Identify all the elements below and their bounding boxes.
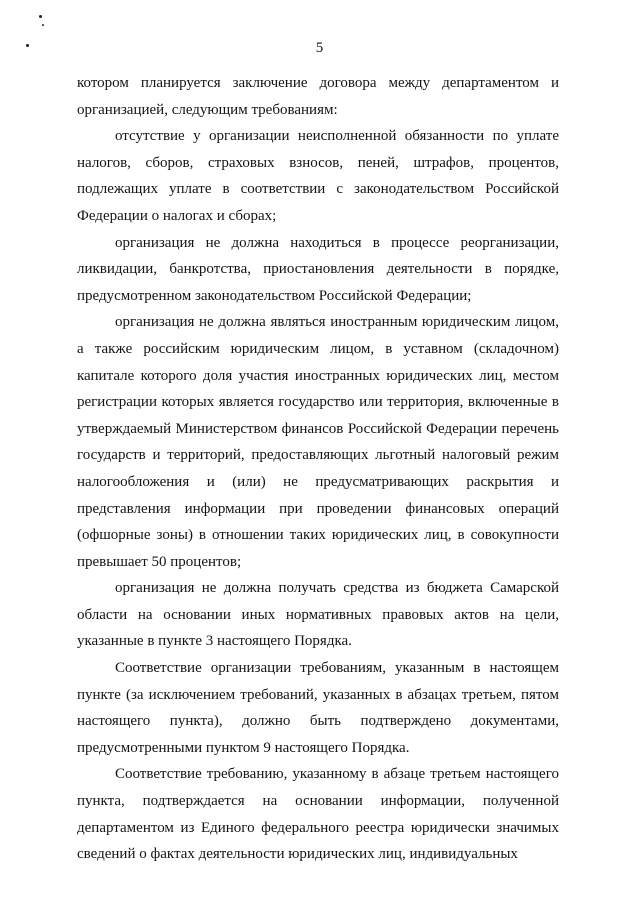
paragraph-budget-funds: организация не должна получать средства из бюджета Самарской области на основании иных нормативных правовых актов на цели, указанные в пункте 3 настоящего Порядка. xyxy=(77,580,559,650)
paragraph-compliance-documents: Соответствие организации требованиям, указанным в настоящем пункте (за исключением требований, указанных в абзацах третьем, пятом настоящего пункта), должно быть подтверждено документами, предусмотренными пунктом 9 настоящего Порядка. xyxy=(77,660,559,756)
paragraph-foreign-entity: организация не должна являться иностранным юридическим лицом, а также российским юридическим лицом, в уставном (складочном) капитале которого доля участия иностранных юридических лиц, местом регистрации которых является государство или территория, включенные в утверждаемый Министерством финансов Российской Федерации перечень государств и территорий, предоставляющих льготный налоговый режим налогообложения и (или) не предусматривающих раскрытия и представления информации при проведении финансовых операций (офшорные зоны) в отношении таких юридических лиц, в совокупности превышает 50 процентов; xyxy=(77,314,559,570)
scan-speck xyxy=(42,24,44,26)
paragraph-tax-arrears: отсутствие у организации неисполненной обязанности по уплате налогов, сборов, страховых взносов, пеней, штрафов, процентов, подлежащих уплате в соответствии с законодательством Российской Федерации о налогах и сборах; xyxy=(77,128,559,224)
page-number: 5 xyxy=(315,40,324,56)
paragraph-continuation: котором планируется заключение договора между департаментом и организацией, следующим требованиям: xyxy=(77,75,559,118)
paragraph-reorganization: организация не должна находиться в процессе реорганизации, ликвидации, банкротства, приостановления деятельности в порядке, предусмотренном законодательством Российской Федерации; xyxy=(77,234,559,304)
document-body xyxy=(77,70,559,868)
scan-speck xyxy=(39,15,42,18)
paragraph-compliance-registry: Соответствие требованию, указанному в абзаце третьем настоящего пункта, подтверждается на основании информации, полученной департаментом из Единого федерального реестра юридически значимых сведений о фактах деятельности юридических лиц, индивидуальных xyxy=(77,766,559,863)
